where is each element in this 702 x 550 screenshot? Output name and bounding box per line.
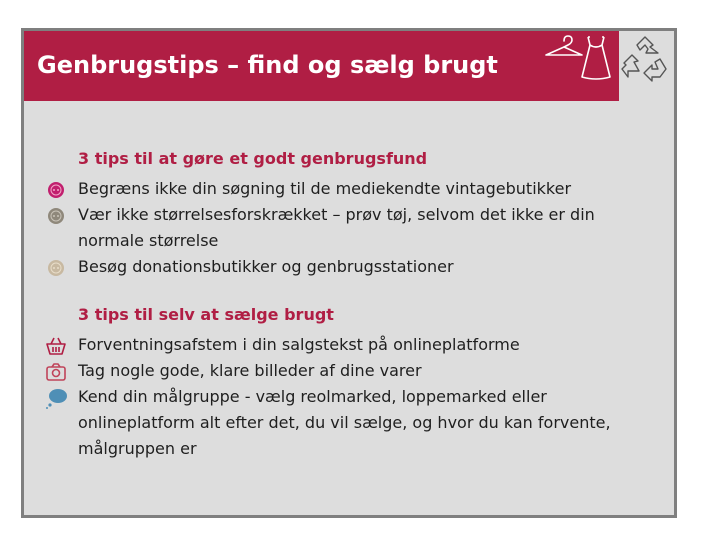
camera-icon	[44, 360, 68, 384]
beige-button-icon	[44, 256, 68, 280]
recycle-icon	[622, 37, 666, 81]
list-item: Besøg donationsbutikker og genbrugsstationer	[78, 257, 454, 276]
list-item: Begræns ikke din søgning til de mediekendte vintagebutikker	[78, 179, 572, 198]
pink-button-icon	[44, 178, 68, 202]
list-item: Vær ikke størrelsesforskrækket – prøv tøj, selvom det ikke er din normale størrelse	[78, 205, 595, 250]
list-item: Kend din målgruppe - vælg reolmarked, loppemarked eller onlineplatform alt efter det, du vil sælge, og hvor du kan forvente, målgruppen er	[78, 387, 611, 458]
header-banner	[24, 31, 619, 101]
section-title-sell: 3 tips til selv at sælge brugt	[78, 305, 334, 324]
tips-card	[21, 28, 677, 518]
list-item: Tag nogle gode, klare billeder af dine varer	[78, 361, 422, 380]
hanger-icon	[546, 36, 582, 55]
dress-icon	[582, 37, 610, 79]
list-item: Forventningsafstem i din salgstekst på onlineplatforme	[78, 335, 520, 354]
speech-bubble-icon	[44, 386, 68, 410]
grey-button-icon	[44, 204, 68, 228]
basket-icon	[44, 334, 68, 358]
header-icons	[542, 31, 672, 87]
section-title-find: 3 tips til at gøre et godt genbrugsfund	[78, 149, 428, 168]
page-title: Genbrugstips – find og sælg brugt	[37, 51, 498, 79]
